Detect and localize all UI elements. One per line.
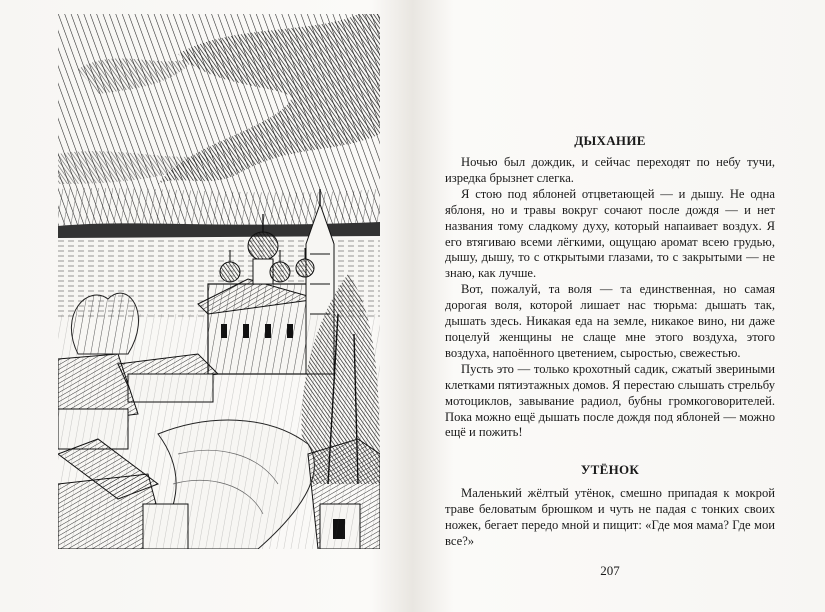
section-title: ДЫХАНИЕ: [574, 133, 646, 148]
church-landscape-illustration: [58, 14, 380, 549]
paragraph: Пусть это — только крохотный садик, сжатый звериными клетками пятиэтажных домов. Я перестаю слышать стрельбу мотоциклов, завывание радиол, бубны громкоговорителей. Пока можно ещё дышать после дождя под яблоней — можно ещё и пожить!: [445, 361, 775, 440]
paragraph: Ночью был дождик, и сейчас переходят по небу тучи, изредка брызнет слегка.: [445, 155, 775, 185]
text-page: [445, 128, 775, 550]
section-title: УТЁНОК: [580, 462, 640, 478]
paragraph: Вот, пожалуй, та воля — та единственная, но самая дорогая воля, которой лишает нас тюрьма: дышать так, дышать здесь. Никакая еда на земле, никакое вино, ни даже поцелуй женщины не слаще мне этого воздуха, этого воздуха, напоённого цветением, сыростью, свежестью.: [445, 282, 775, 360]
paragraph: Я стою под яблоней отцветающей — и дышу. Не одна яблоня, но и травы вокруг сочают после дождя — и нет названия тому сладкому духу, который напаивает воздух. Я его втягиваю всеми лёгкими, ощущаю аромат всею грудью, дышу, дышу, то с открытыми глазами, то с закрытыми — не знаю, как лучше.: [445, 186, 775, 281]
page-number: 207: [600, 563, 620, 578]
paragraph: Маленький жёлтый утёнок, смешно припадая к мокрой траве беловатым брюшком и чуть не падая с тонких своих ножек, бегает передо мной и пищит: «Где моя мама? Где мои все?»: [445, 486, 775, 549]
